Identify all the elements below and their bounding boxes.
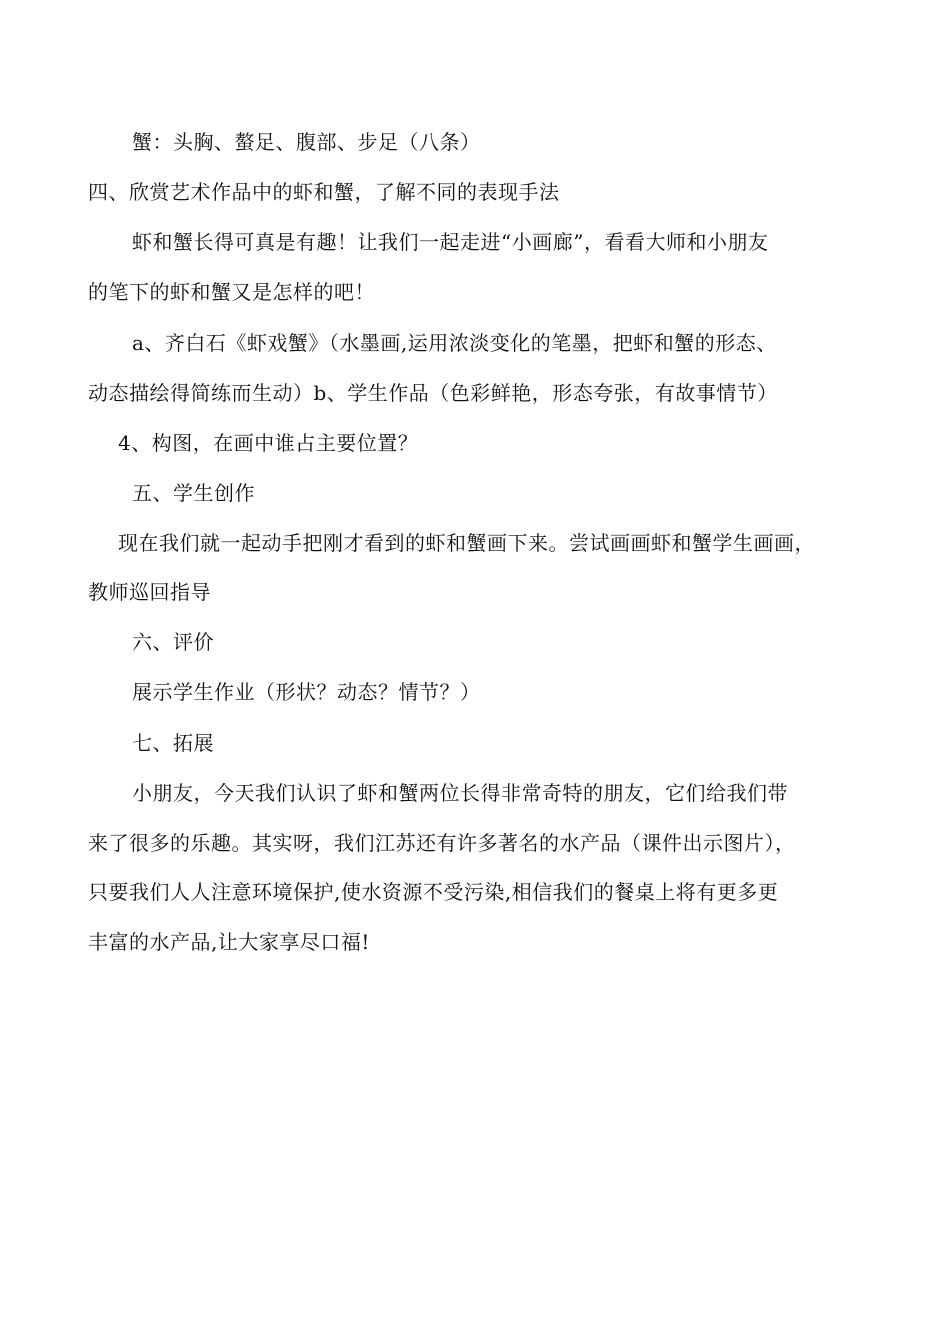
extension-line-2: 来了很多的乐趣。其实呀，我们江苏还有许多著名的水产品（课件出示图片），: [88, 831, 796, 855]
creation-line-2: 教师巡回指导: [88, 580, 211, 604]
extension-line-3: 只要我们人人注意环境保护,使水资源不受污染,相信我们的餐桌上将有更多更: [88, 880, 779, 904]
section-six-heading: 六、评价: [132, 630, 214, 654]
artwork-description-line-1: a、齐白石《虾戏蟹》（水墨画,运用浓淡变化的笔墨，把虾和蟹的形态、: [132, 331, 777, 355]
section-seven-heading: 七、拓展: [132, 731, 214, 755]
composition-question: 4、构图，在画中谁占主要位置？: [118, 431, 419, 455]
crab-parts-line: 蟹：头胸、螯足、腹部、步足（八条）: [132, 130, 481, 154]
evaluation-line: 展示学生作业（形状？动态？情节？）: [132, 680, 481, 704]
section-five-heading: 五、学生创作: [132, 481, 255, 505]
extension-line-1: 小朋友，今天我们认识了虾和蟹两位长得非常奇特的朋友，它们给我们带: [132, 781, 788, 805]
gallery-intro-line-2: 的笔下的虾和蟹又是怎样的吧！: [88, 280, 375, 304]
artwork-description-line-2: 动态描绘得简练而生动）b、学生作品（色彩鲜艳，形态夸张，有故事情节）: [88, 381, 778, 405]
extension-line-4: 丰富的水产品,让大家享尽口福!: [88, 930, 370, 954]
creation-line-1: 现在我们就一起动手把刚才看到的虾和蟹画下来。尝试画画虾和蟹学生画画，: [118, 531, 815, 555]
gallery-intro-line-1: 虾和蟹长得可真是有趣！让我们一起走进“小画廊”，看看大师和小朋友: [132, 230, 769, 254]
section-four-heading: 四、欣赏艺术作品中的虾和蟹，了解不同的表现手法: [88, 180, 560, 204]
